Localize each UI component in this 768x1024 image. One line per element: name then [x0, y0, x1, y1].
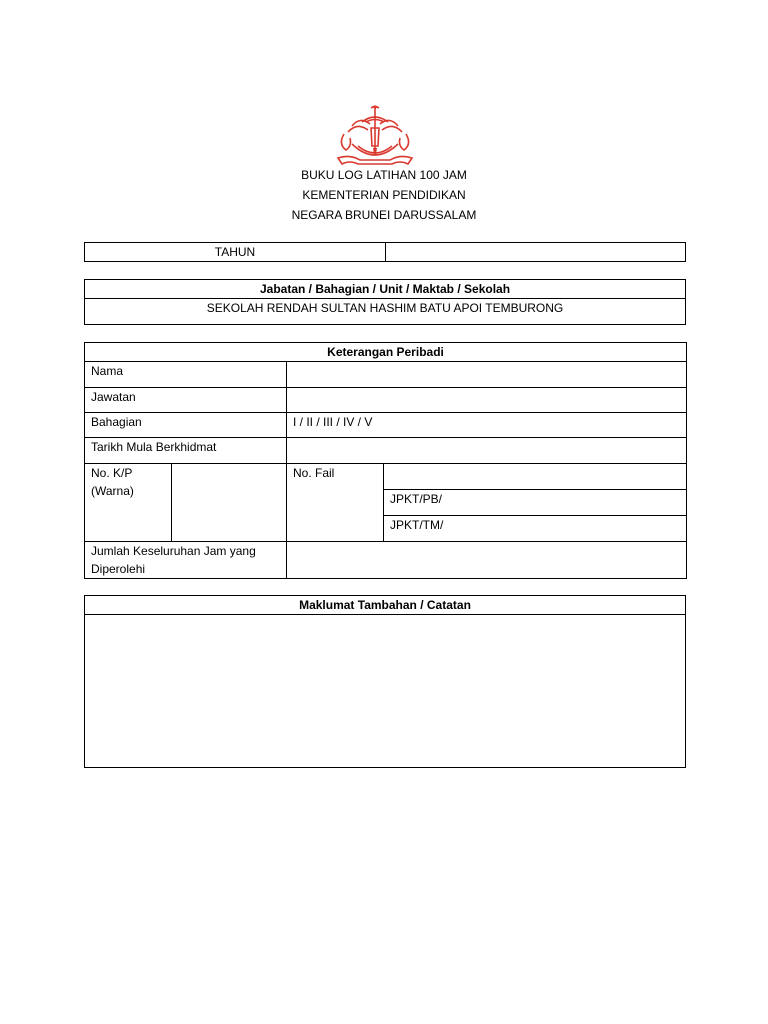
doc-title-line3: NEGARA BRUNEI DARUSSALAM [291, 208, 477, 222]
jawatan-label: Jawatan [85, 388, 287, 413]
doc-title-line1: BUKU LOG LATIHAN 100 JAM [301, 168, 467, 182]
tahun-label: TAHUN [85, 243, 386, 262]
maklumat-notes-field[interactable] [85, 615, 686, 768]
no-fail-label: No. Fail [287, 464, 384, 542]
jumlah-field[interactable] [287, 542, 687, 579]
brunei-crest-icon [330, 104, 420, 168]
kp-field[interactable] [172, 464, 287, 542]
kp-label [85, 464, 172, 542]
doc-title-line2: KEMENTERIAN PENDIDIKAN [302, 188, 466, 202]
jabatan-heading: Jabatan / Bahagian / Unit / Maktab / Sekolah [85, 280, 686, 299]
bahagian-label: Bahagian [85, 413, 287, 438]
maklumat-table [84, 595, 686, 768]
jpkt-tm-field[interactable]: JPKT/TM/ [384, 516, 687, 542]
tarikh-field[interactable] [287, 438, 687, 464]
tahun-value-field[interactable] [386, 243, 686, 262]
jpkt-pb-field[interactable]: JPKT/PB/ [384, 490, 687, 516]
jawatan-field[interactable] [287, 388, 687, 413]
tahun-table [84, 242, 686, 262]
jumlah-label-line2: Diperolehi [91, 562, 146, 576]
tarikh-label: Tarikh Mula Berkhidmat [85, 438, 287, 464]
peribadi-heading: Keterangan Peribadi [85, 343, 687, 362]
peribadi-table [84, 342, 687, 579]
kp-label-line2: (Warna) [91, 484, 134, 498]
no-fail-field[interactable] [384, 464, 687, 490]
jabatan-value: SEKOLAH RENDAH SULTAN HASHIM BATU APOI TEMBURONG [85, 299, 686, 325]
kp-label-line1: No. K/P [91, 466, 133, 480]
nama-label: Nama [85, 362, 287, 388]
nama-field[interactable] [287, 362, 687, 388]
bahagian-options[interactable]: I / II / III / IV / V [287, 413, 687, 438]
jumlah-label-line1: Jumlah Keseluruhan Jam yang [91, 544, 256, 558]
jumlah-label [85, 542, 287, 579]
maklumat-heading: Maklumat Tambahan / Catatan [85, 596, 686, 615]
jabatan-table [84, 279, 686, 325]
